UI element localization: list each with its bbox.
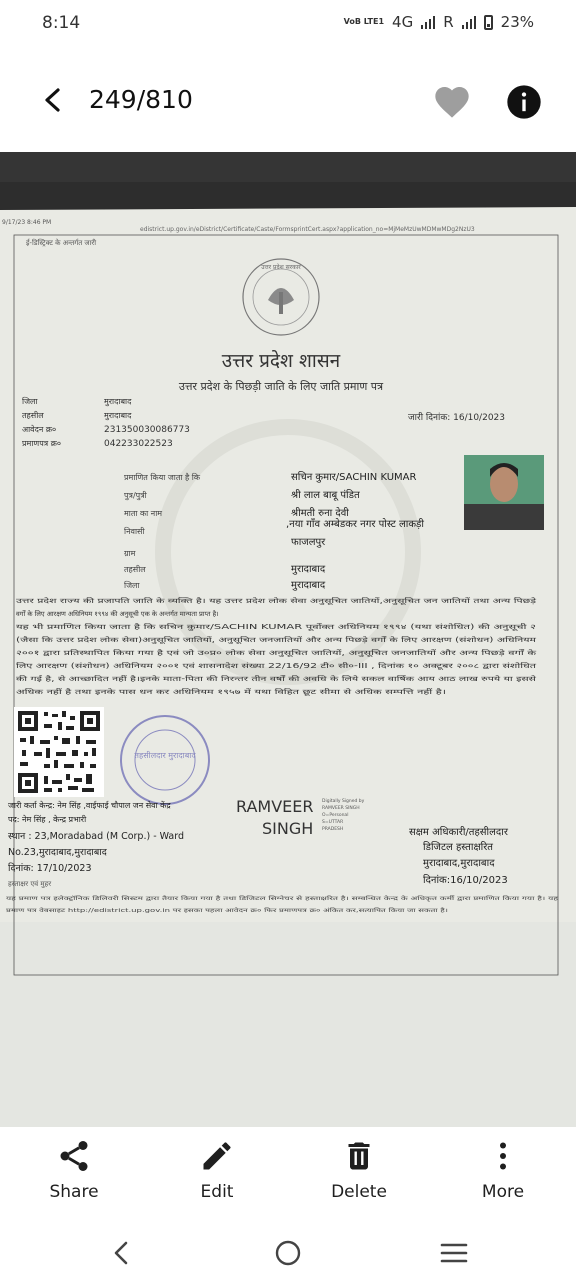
body-line: वर्गों के लिए आरक्षण अधिनियम १९९४ की अनुसूची एक के अन्तर्गत मान्यता प्राप्त है। (16, 610, 219, 618)
more-vertical-icon (485, 1138, 521, 1174)
document-title: उत्तर प्रदेश शासन (221, 350, 341, 372)
authority-line: दिनांक:16/10/2023 (423, 875, 508, 886)
qr-code (14, 707, 104, 797)
trash-icon (341, 1138, 377, 1174)
meta-value: मुरादाबाद (104, 397, 132, 406)
body-line: २००१ द्वारा प्रतिस्थापित किया गया है एवं जो उ०प्र० लोक सेवा अनुसूचित जातियों, अनुसूचित जनजातियों और अन्य पिछड़े वर्गों के (16, 649, 538, 657)
more-button[interactable] (448, 1138, 558, 1218)
applicant-name: सचिन कुमार/SACHIN KUMAR (291, 472, 417, 483)
tehsil-value: मुरादाबाद (291, 564, 326, 575)
battery-icon (484, 15, 493, 30)
edit-button[interactable] (162, 1138, 272, 1218)
info-button[interactable] (504, 82, 544, 122)
document-subtitle: उत्तर प्रदेश के पिछड़ी जाति के लिए जाति प्रमाण पत्र (178, 380, 384, 393)
share-icon (56, 1138, 92, 1174)
detail-label: निवासी (124, 527, 145, 536)
address-line-2: फाजलपुर (291, 537, 326, 548)
bottom-action-bar (0, 1128, 576, 1226)
network-4g-label: 4G (392, 13, 414, 31)
edit-label: Edit (200, 1182, 234, 1202)
app-bar (0, 60, 576, 140)
certificate-number: 042233022523 (104, 439, 173, 449)
document-photo (0, 152, 576, 1127)
detail-label: प्रमाणित किया जाता है कि (124, 473, 201, 482)
issuer-line: पद: नेम सिंह , केन्द्र प्रभारी (8, 815, 87, 824)
authority-line: सक्षम अधिकारी/तहसीलदार (409, 827, 508, 838)
detail-label: जिला (124, 581, 140, 590)
system-navigation-bar (0, 1226, 576, 1280)
pencil-icon (199, 1138, 235, 1174)
signature-detail: S=UTTAR (322, 820, 344, 825)
signal-icon-2 (462, 15, 476, 29)
signal-icon (421, 15, 435, 29)
meta-label: आवेदन क्र० (22, 425, 57, 434)
delete-label: Delete (331, 1182, 387, 1202)
mother-name: श्रीमती रुना देवी (291, 508, 349, 519)
father-name: श्री लाल बाबू पंडित (291, 490, 360, 501)
more-label: More (481, 1182, 525, 1202)
meta-label: प्रमाणपत्र क्र० (22, 439, 61, 448)
detail-label: पुत्र/पुत्री (124, 491, 147, 500)
share-label: Share (49, 1182, 99, 1202)
status-time: 8:14 (42, 13, 81, 33)
emblem-text: उत्तर प्रदेश सरकार (261, 264, 301, 271)
footer-line: यह प्रमाण पत्र इलेक्ट्रॉनिक डिलिवरी सिस्टम द्वारा तैयार किया गया है तथा डिजिटल सिग्नेचर से हस्ताक्षरित है। सम्बन्धित केन्द्र के अधिकृत कर्मी द्वारा प्रमाणित किया गया है। यह (6, 896, 329, 902)
authority-line: मुरादाबाद,मुरादाबाद (423, 858, 495, 869)
issuer-line: दिनांक: 17/10/2023 (8, 863, 92, 874)
delete-button[interactable] (304, 1138, 414, 1218)
issuer-line: No.23,मुरादाबाद,मुरादाबाद (8, 847, 107, 858)
district-value: मुरादाबाद (291, 580, 326, 591)
print-timestamp: 9/17/23 8:46 PM (2, 219, 52, 226)
info-icon (504, 82, 544, 122)
battery-percent: 23% (500, 13, 534, 31)
detail-label: तहसील (124, 565, 146, 574)
nav-recents-icon (432, 1231, 476, 1275)
issuer-line: स्थान : 23,Moradabad (M Corp.) - Ward (8, 831, 185, 842)
edistrict-note: ई-डिस्ट्रिक्ट के अन्तर्गत जारी (26, 239, 97, 247)
signature-detail: O=Personal (322, 813, 349, 818)
image-counter: 249/810 (89, 85, 193, 114)
heart-icon (432, 82, 472, 122)
share-button[interactable] (19, 1138, 129, 1218)
signature-detail: Digitally Signed by (322, 799, 365, 804)
nav-back-icon (100, 1231, 144, 1275)
authority-line: डिजिटल हस्ताक्षरित (423, 842, 493, 853)
application-number: 231350030086773 (104, 425, 190, 435)
status-bar (0, 0, 576, 50)
signer-name: SINGH (262, 819, 314, 838)
body-line: की गई है, से आच्छादित नहीं है।इनके माता-पिता की निरन्तर तीन वर्षों की अवधि के लिये सकल वार्षिक आय आठ लाख रुपये या इससे (16, 675, 537, 683)
issuer-line: जारी कर्ता केन्द्र: नेम सिंह ,वाईफाई चौपाल जन सेवा केंद्र (8, 801, 171, 810)
detail-label: ग्राम (124, 549, 136, 558)
nav-back-button[interactable] (100, 1231, 144, 1275)
meta-label: तहसील (22, 411, 44, 420)
body-line: (जैसा कि उत्तर प्रदेश लोक सेवा)अनुसूचित जातियों, अनुसूचित जनजातियों और अन्य पिछड़े वर्गों के लिए आरक्षण (संशोधन) अधिनियम (16, 636, 538, 644)
address-line-1: ,नया गाँव अम्बेडकर नगर पोस्ट लाकड़ी (286, 519, 424, 530)
favorite-button[interactable] (432, 82, 472, 122)
body-line: लिए आरक्षण (संशोधन) अधिनियम २००१ एवं शासनादेश संख्या 22/16/92 टी० सी०-III , दिनांक १० अक्टूबर २००८ द्वारा संशोधित (16, 662, 537, 670)
body-line: यह भी प्रमाणित किया जाता है कि सचिन कुमार/SACHIN KUMAR पूर्वोक्त अधिनियम १९९४ (यथा संशोधित) की अनुसूची २ (16, 623, 536, 631)
footer-line: प्रमाण पत्र वेबसाइट http://edistrict.up.gov.in पर इसका पहला आवेदन क्र० फिर प्रमाणपत्र क्र० अंकित कर,सत्यापित किया जा सकता है। (6, 908, 276, 914)
issuer-line: हस्ताक्षर एवं मुहर (8, 880, 52, 888)
issue-date: जारी दिनांक: 16/10/2023 (408, 413, 505, 423)
meta-label: जिला (22, 397, 38, 406)
document-url: edistrict.up.gov.in/eDistrict/Certificate/Caste/FormsprintCert.aspx?application_no=MjMeMzUwMDMwMDg2NzU3 (140, 226, 475, 233)
nav-home-button[interactable] (266, 1231, 310, 1275)
body-line: उत्तर प्रदेश राज्य की प्रजापति जाति के व्यक्ति है। यह उत्तर प्रदेश लोक सेवा अनुसूचित जातियों,अनुसूचित जन जातियों तथा अन्य पिछड़े (16, 597, 537, 605)
photo-viewer[interactable] (0, 152, 576, 1127)
chevron-left-icon (36, 82, 72, 118)
nav-recents-button[interactable] (432, 1231, 476, 1275)
detail-label: माता का नाम (124, 509, 163, 518)
nav-home-icon (266, 1231, 310, 1275)
seal-text: तहसीलदार मुरादाबाद (134, 751, 196, 760)
back-button[interactable] (36, 82, 72, 118)
signature-detail: PRADESH (322, 827, 344, 832)
roaming-label: R (443, 13, 454, 31)
body-line: अधिक नहीं है तथा इनके पास धन कर अधिनियम १९५७ में यथा विहित छूट सीमा से अधिक सम्पत्ति नहीं है। (16, 688, 446, 696)
meta-value: मुरादाबाद (104, 411, 132, 420)
status-icons (344, 13, 534, 31)
signature-detail: RAMVEER SINGH (322, 806, 360, 811)
applicant-photo (464, 455, 544, 530)
signer-name: RAMVEER (236, 797, 314, 816)
volte-indicator: VoB LTE1 (343, 17, 385, 26)
